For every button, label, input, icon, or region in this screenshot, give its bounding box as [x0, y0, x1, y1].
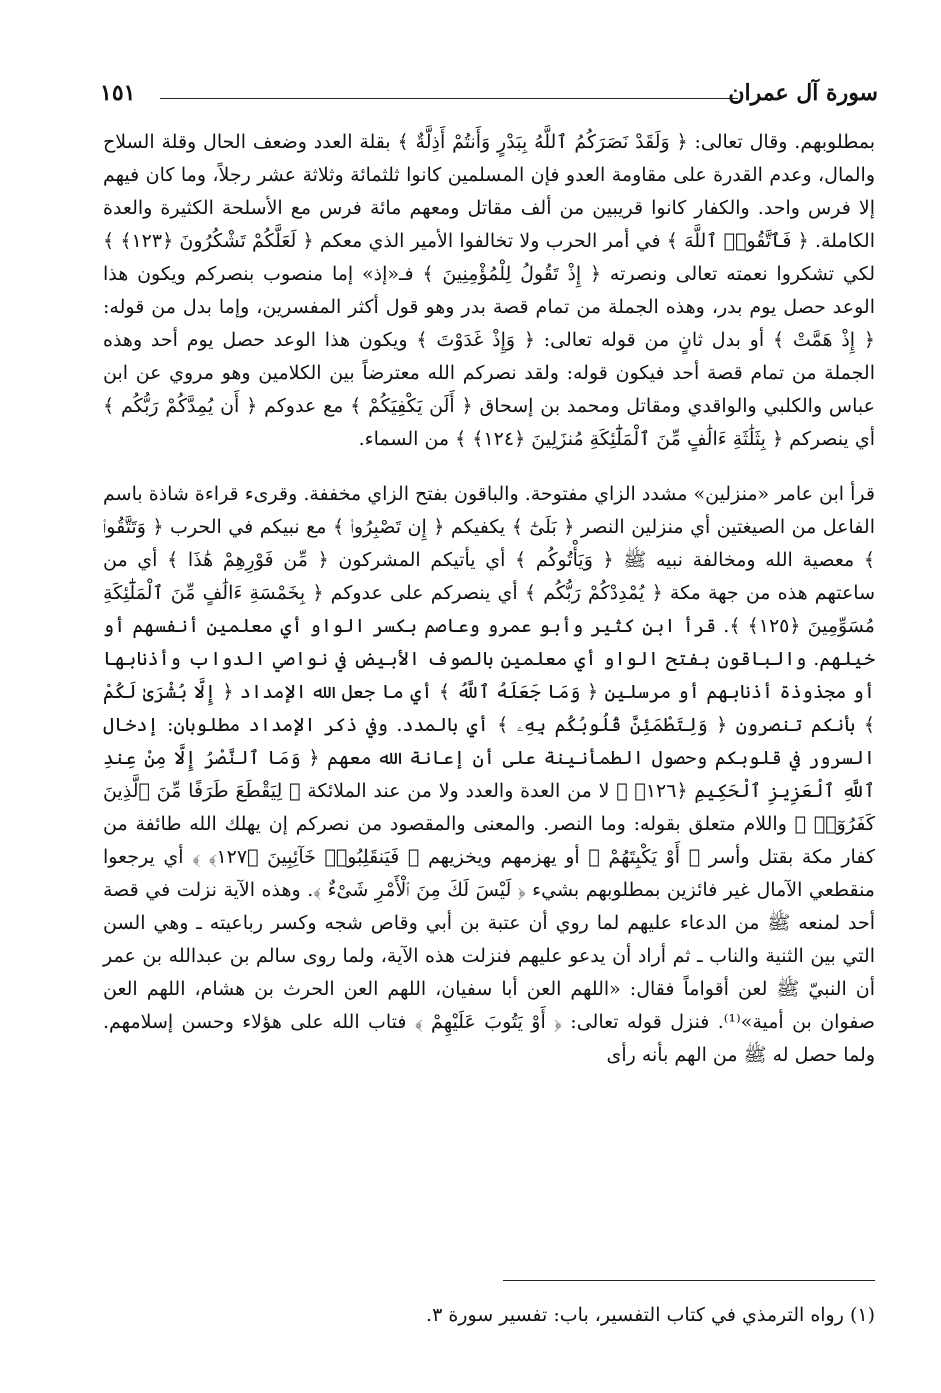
- body-text: [103, 126, 875, 1072]
- footnote: (١) رواه الترمذي في كتاب التفسير، باب: تفسير سورة ٣.: [426, 1304, 875, 1326]
- paragraph: بمطلوبهم. وقال تعالى: ﴿ وَلَقَدْ نَصَرَكُمُ ٱللَّهُ بِبَدْرٍ وَأَنتُمْ أَذِلَّةٌ ﴾ بقلة العدد وضعف الحال وقلة السلاح والمال، وعدم القدرة على مقاومة العدو فإن المسلمين كانوا ثلثمائة وثلاثة عشر رجلاً، وما كان فيهم إلا فرس واحد. والكفار كانوا قريبين من ألف مقاتل ومعهم مائة فرس مع الأسلحة الكثيرة والعدة الكاملة. ﴿ فَٱتَّقُوا۟ ٱللَّهَ ﴾ في أمر الحرب ولا تخالفوا الأمير الذي معكم ﴿ لَعَلَّكُمْ تَشْكُرُونَ ﴿١٢٣﴾ ﴾ لكي تشكروا نعمته تعالى ونصرته ﴿ إِذْ تَقُولُ لِلْمُؤْمِنِينَ ﴾ فـ«إذ» إما منصوب بنصركم ويكون هذا الوعد حصل يوم بدر، وهذه الجملة من تمام قصة بدر وهو قول أكثر المفسرين، وإما بدل من قوله: ﴿ إِذْ هَمَّتْ ﴾ أو بدل ثانٍ من قوله تعالى: ﴿ وَإِذْ غَدَوْتَ ﴾ ويكون هذا الوعد حصل يوم أحد وهذه الجملة من تمام قصة أحد فيكون قوله: ولقد نصركم الله معترضاً بين الكلامين وهو مروي عن ابن عباس والكلبي والواقدي ومقاتل ومحمد بن إسحاق ﴿ أَلَن يَكْفِيَكُمْ ﴾ مع عدوكم ﴿ أَن يُمِدَّكُمْ رَبُّكُم ﴾ أي ينصركم ﴿ بِثَلَٰثَةِ ءَالَٰفٍ مِّنَ ٱلْمَلَٰٓئِكَةِ مُنزَلِينَ ﴿١٢٤﴾ ﴾ من السماء.: [103, 131, 875, 450]
- footnote-divider: [503, 1280, 875, 1281]
- header-rule: [160, 98, 738, 99]
- page-number: ١٥١: [100, 80, 136, 106]
- page-header: [100, 78, 878, 114]
- paragraph: قرأ ابن عامر «منزلين» مشدد الزاي مفتوحة. والباقون بفتح الزاي مخففة. وقرىء قراءة شاذة باسم الفاعل من الصيغتين أي منزلين النصر ﴿ بَلَىٰٓ ﴾ يكفيكم ﴿ إِن تَصْبِرُوا۟ ﴾ مع نبيكم في الحرب ﴿ وَتَتَّقُوا۟ ﴾ معصية الله ومخالفة نبيه ﷺ ﴿ وَيَأْتُوكُم ﴾ أي يأتيكم المشركون ﴿ مِّن فَوْرِهِمْ هَٰذَا ﴾ أي من ساعتهم هذه من جهة مكة ﴿ يُمْدِدْكُمْ رَبُّكُم ﴾ أي ينصركم على عدوكم ﴿ بِخَمْسَةِ ءَالَٰفٍ مِّنَ ٱلْمَلَٰٓئِكَةِ مُسَوِّمِينَ ﴿١٢٥﴾ ﴾. قرأ ابن كثير وأبو عمرو وعاصم بكسر الواو أي معلمين أنفسهم أو خيلهم. والباقون بفتح الواو أي معلمين بالصوف الأبيض في نواصي الدواب وأذنابها أو مجذوذة أذنابهم أو مرسلين ﴿ وَمَا جَعَلَهُ ٱللَّهُ ﴾ أي ما جعل الله الإمداد ﴿ إِلَّا بُشْرَىٰ لَكُمْ ﴾ بأنكم تنصرون ﴿ وَلِتَطْمَئِنَّ قُلُوبُكُم بِهِۦ ﴾ أي بالمدد. وفي ذكر الإمداد مطلوبان: إدخال السرور في قلوبكم وحصول الطمأنينة على أن إعانة الله معهم ﴿ وَمَا ٱلنَّصْرُ إِلَّا مِنْ عِندِ ٱللَّهِ ٱلْعَزِيزِ ٱلْحَكِيمِ ﴿١٢٦﴾ ﴾ لا من العدة والعدد ولا من عند الملائكة ﴿ لِيَقْطَعَ طَرَفًا مِّنَ ٱلَّذِينَ كَفَرُوٓا۟ ﴾ واللام متعلق بقوله: وما النصر. والمعنى والمقصود من نصركم إن يهلك الله طائفة من كفار مكة بقتل وأسر ﴿ أَوْ يَكْبِتَهُمْ ﴾ أو يهزمهم ويخزيهم ﴿ فَيَنقَلِبُوا۟ خَآئِبِينَ ﴿١٢٧﴾ ﴾ أي يرجعوا منقطعي الآمال غير فائزين بمطلوبهم بشيء ﴿ لَيْسَ لَكَ مِنَ ٱلْأَمْرِ شَىْءٌ ﴾. وهذه الآية نزلت في قصة أحد لمنعه ﷺ من الدعاء عليهم لما روي أن عتبة بن أبي وقاص شجه وكسر رباعيته ـ وهي السن التي بين الثنية والناب ـ ثم أراد أن يدعو عليهم فنزلت هذه الآية، ولما روى سالم بن عبدالله بن عمر أن النبيّ ﷺ لعن أقواماً فقال: «اللهم العن أبا سفيان، اللهم العن الحرث بن هشام، اللهم العن صفوان بن أمية»⁽¹⁾. فنزل قوله تعالى: ﴿ أَوْ يَتُوبَ عَلَيْهِمْ ﴾ فتاب الله على هؤلاء وحسن إسلامهم. ولما حصل له ﷺ من الهم بأنه رأى: [103, 483, 875, 1066]
- surah-title: سورة آل عمران: [728, 80, 878, 106]
